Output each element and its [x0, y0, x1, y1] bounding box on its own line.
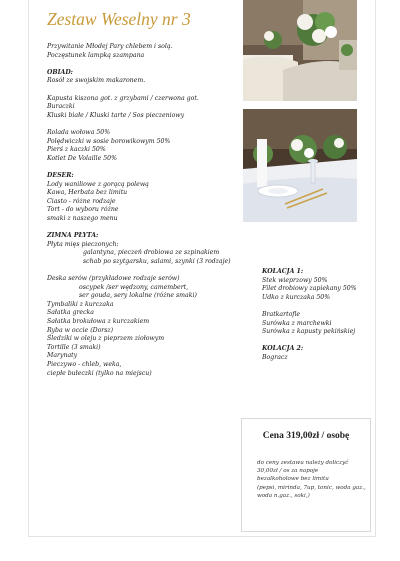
price-box	[241, 418, 371, 532]
menu-item: ser gouda, sery lokalne (różne smaki)	[79, 292, 197, 300]
menu-item: Ryba w occie (Dorsz)	[47, 326, 114, 334]
menu-section-heading: KOLACJA 1:	[262, 268, 304, 275]
menu-item: Deska serów (przykładowe rodzaje serów)	[47, 275, 180, 283]
menu-item: Śledziki w oleju z pieprzem ziołowym	[47, 335, 165, 343]
wedding-table-photo-1	[243, 0, 357, 101]
menu-item: Bogracz	[262, 353, 288, 361]
menu-item: Bratkartofle	[262, 310, 301, 318]
menu-item: Rosół ze swojskim makaronem.	[47, 77, 146, 85]
menu-item: Udko z kurczaka 50%	[262, 293, 331, 301]
price-note-line: woda n.gaz., soki,)	[257, 492, 310, 499]
menu-item: Surówka z kapusty pekińskiej	[262, 328, 356, 336]
spacer	[47, 163, 231, 172]
menu-item: Ciasto - różne rodzaje	[47, 197, 116, 205]
menu-item: Kapusta kiszona got. z grzybami / czerwona got.	[47, 94, 199, 102]
menu-section-heading: ZIMNA PŁYTA:	[47, 232, 99, 240]
menu-item: Surówka z marchewki	[262, 319, 332, 327]
menu-left-column	[47, 43, 231, 378]
price-note-line: do ceny zestawu należy doliczyć	[257, 460, 349, 466]
menu-item: Kotlet De Volaille 50%	[47, 154, 117, 162]
menu-item: Tortille (3 smaki)	[47, 343, 101, 351]
menu-item: Sałatka grecka	[47, 309, 94, 317]
menu-item: Tymbaliki z kurczaka	[47, 300, 114, 308]
menu-item: Lody waniliowe z gorącą polewą	[47, 180, 149, 188]
menu-item: Tort - do wyboru różne	[47, 206, 119, 214]
menu-item: Poczęstunek lampką szampana	[47, 51, 145, 59]
menu-item: Pierś z kaczki 50%	[47, 146, 106, 154]
price-note-line: (pepsi, mirinda, 7up, tonic, woda gaz.,	[257, 484, 366, 491]
menu-item: Kluski białe / Kluski tarte / Sos pieczeniowy	[47, 111, 185, 119]
spacer	[47, 266, 231, 275]
page-title: Zestaw Weselny nr 3	[47, 9, 191, 29]
spacer	[262, 337, 357, 346]
menu-item: oscypek /ser wędzony, camembert,	[79, 283, 189, 291]
menu-item: Filet drobiowy zapiekany 50%	[262, 285, 357, 293]
menu-right-column	[262, 268, 357, 363]
menu-item: Marynaty	[47, 352, 78, 360]
price-note	[257, 459, 366, 500]
menu-item: Buraczki	[47, 103, 75, 111]
wedding-table-photo-2	[243, 109, 357, 222]
spacer	[47, 60, 231, 69]
menu-section-heading: OBIAD:	[47, 68, 73, 76]
menu-item: Przywitanie Młodej Pary chlebem i solą.	[47, 43, 173, 50]
menu-item: galantyna, pieczeń drobiowa ze szpinakiem	[83, 249, 220, 257]
menu-item: ciepłe bułeczki (tylko na miejscu)	[47, 369, 152, 377]
spacer	[47, 120, 231, 129]
menu-item: smaki z naszego menu	[47, 214, 118, 222]
menu-item: Płyta mięs pieczonych:	[47, 240, 119, 248]
menu-section-heading: KOLACJA 2:	[262, 345, 304, 353]
spacer	[262, 302, 357, 311]
menu-item: schab po szytgarsku, salami, szynki (3 rodzaje)	[83, 257, 231, 265]
menu-section-heading: DESER:	[47, 171, 74, 179]
menu-item: Rolada wołowa 50%	[47, 128, 111, 136]
menu-item: Stek wieprzowy 50%	[262, 276, 328, 284]
spacer	[47, 223, 231, 232]
menu-item: Polędwiczki w sosie borowikowym 50%	[47, 137, 171, 145]
price-note-line: 30,00zł / os za napoje	[257, 468, 319, 475]
menu-item: Pieczywo - chleb, weka,	[47, 360, 122, 368]
price-per-person: Cena 319,00zł / osobę	[262, 431, 350, 441]
menu-item: Sałatka brokułowa z kurczakiem	[47, 318, 150, 325]
price-note-line: bezalkoholowe bez limitu	[257, 476, 329, 483]
menu-item: Kawa, Herbata bez limitu	[47, 189, 128, 197]
spacer	[47, 86, 231, 95]
